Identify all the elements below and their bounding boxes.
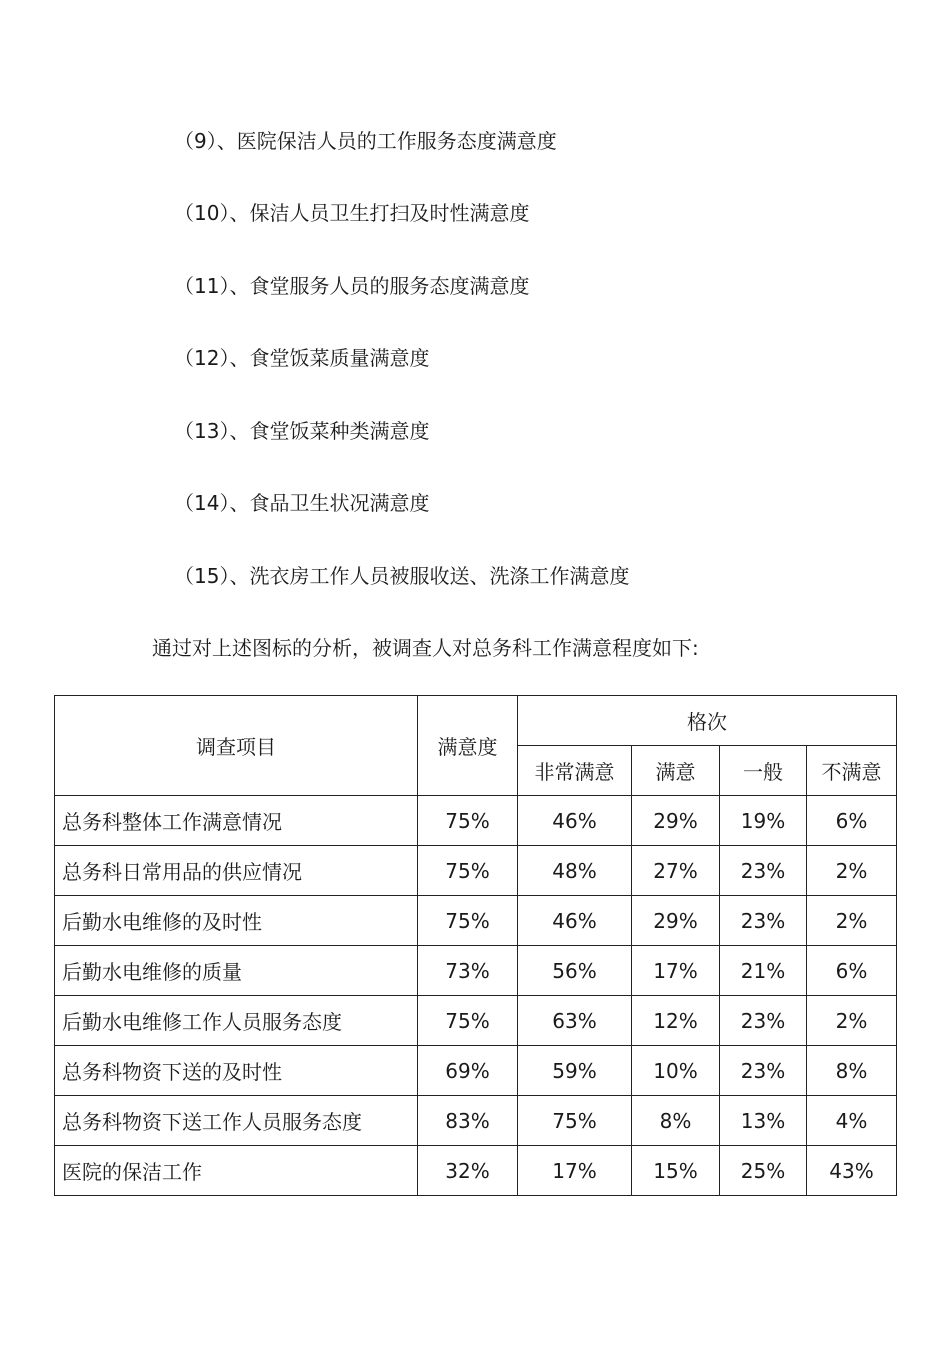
row-very-satisfied: 63% (518, 996, 632, 1046)
list-item-11: （11）、食堂服务人员的服务态度满意度 (174, 274, 530, 298)
row-unsatisfied: 2% (807, 846, 897, 896)
row-satisfaction: 69% (418, 1046, 518, 1096)
row-satisfaction: 83% (418, 1096, 518, 1146)
header-satisfied: 满意 (632, 746, 720, 796)
row-satisfied: 15% (632, 1146, 720, 1196)
list-item-13: （13）、食堂饭菜种类满意度 (174, 419, 430, 443)
row-very-satisfied: 75% (518, 1096, 632, 1146)
intro-paragraph: 通过对上述图标的分析，被调查人对总务科工作满意程度如下: (152, 636, 699, 660)
row-average: 23% (720, 1046, 807, 1096)
row-item: 总务科日常用品的供应情况 (55, 846, 418, 896)
row-satisfaction: 75% (418, 846, 518, 896)
row-unsatisfied: 2% (807, 996, 897, 1046)
row-average: 23% (720, 846, 807, 896)
row-satisfaction: 75% (418, 996, 518, 1046)
row-unsatisfied: 4% (807, 1096, 897, 1146)
table-row (55, 846, 897, 896)
row-satisfied: 8% (632, 1096, 720, 1146)
row-item: 后勤水电维修工作人员服务态度 (55, 996, 418, 1046)
table-row (55, 1046, 897, 1096)
header-average: 一般 (720, 746, 807, 796)
row-very-satisfied: 48% (518, 846, 632, 896)
row-very-satisfied: 46% (518, 896, 632, 946)
table-row (55, 946, 897, 996)
header-unsatisfied: 不满意 (807, 746, 897, 796)
row-average: 13% (720, 1096, 807, 1146)
table-header-row (55, 696, 897, 746)
row-satisfied: 29% (632, 896, 720, 946)
header-grade: 格次 (518, 696, 897, 746)
row-unsatisfied: 6% (807, 796, 897, 846)
row-satisfied: 17% (632, 946, 720, 996)
row-very-satisfied: 17% (518, 1146, 632, 1196)
list-item-12: （12）、食堂饭菜质量满意度 (174, 346, 430, 370)
row-very-satisfied: 46% (518, 796, 632, 846)
row-satisfied: 27% (632, 846, 720, 896)
satisfaction-table (54, 695, 897, 1196)
list-item-9: （9）、医院保洁人员的工作服务态度满意度 (174, 129, 557, 153)
list-item-15: （15）、洗衣房工作人员被服收送、洗涤工作满意度 (174, 564, 630, 588)
row-very-satisfied: 59% (518, 1046, 632, 1096)
row-satisfaction: 75% (418, 796, 518, 846)
row-satisfaction: 73% (418, 946, 518, 996)
row-satisfied: 12% (632, 996, 720, 1046)
list-item-14: （14）、食品卫生状况满意度 (174, 491, 430, 515)
table-row (55, 796, 897, 846)
row-unsatisfied: 2% (807, 896, 897, 946)
row-satisfaction: 75% (418, 896, 518, 946)
row-unsatisfied: 8% (807, 1046, 897, 1096)
row-item: 后勤水电维修的质量 (55, 946, 418, 996)
table-row (55, 896, 897, 946)
row-item: 总务科物资下送工作人员服务态度 (55, 1096, 418, 1146)
row-average: 19% (720, 796, 807, 846)
row-satisfaction: 32% (418, 1146, 518, 1196)
row-item: 医院的保洁工作 (55, 1146, 418, 1196)
row-average: 21% (720, 946, 807, 996)
row-very-satisfied: 56% (518, 946, 632, 996)
row-item: 总务科物资下送的及时性 (55, 1046, 418, 1096)
table-row (55, 1096, 897, 1146)
row-average: 23% (720, 896, 807, 946)
row-satisfied: 10% (632, 1046, 720, 1096)
row-unsatisfied: 43% (807, 1146, 897, 1196)
header-satisfaction: 满意度 (418, 696, 518, 796)
list-item-10: （10）、保洁人员卫生打扫及时性满意度 (174, 201, 530, 225)
row-average: 25% (720, 1146, 807, 1196)
row-average: 23% (720, 996, 807, 1046)
row-unsatisfied: 6% (807, 946, 897, 996)
table-row (55, 996, 897, 1046)
row-item: 总务科整体工作满意情况 (55, 796, 418, 846)
header-item: 调查项目 (55, 696, 418, 796)
row-satisfied: 29% (632, 796, 720, 846)
table-row (55, 1146, 897, 1196)
header-very-satisfied: 非常满意 (518, 746, 632, 796)
row-item: 后勤水电维修的及时性 (55, 896, 418, 946)
